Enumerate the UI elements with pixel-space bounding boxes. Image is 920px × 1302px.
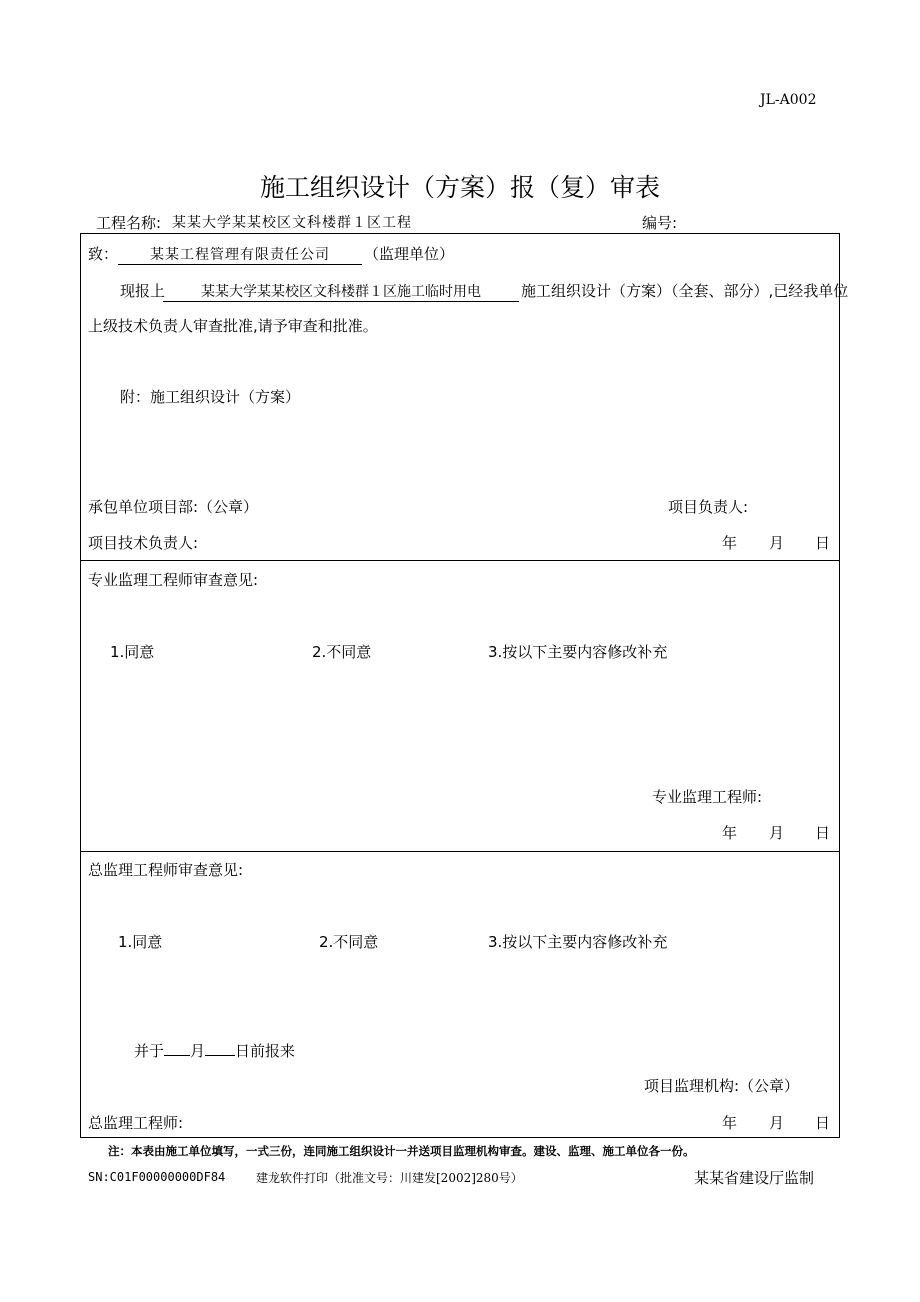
option-revise: 3.按以下主要内容修改补充 (488, 933, 668, 951)
option-disagree: 2.不同意 (312, 643, 372, 661)
chief-opinion-heading: 总监理工程师审查意见: (88, 861, 244, 879)
date-year: 年 (722, 534, 738, 552)
specialist-engineer-label: 专业监理工程师: (652, 788, 763, 806)
project-manager-label: 项目负责人: (668, 498, 749, 516)
option-agree: 1.同意 (118, 933, 163, 951)
to-label: 致： (88, 245, 119, 263)
supervisor-company: 某某工程管理有限责任公司 (118, 244, 362, 265)
month-blank (164, 1041, 190, 1056)
date-month: 月 (769, 1114, 785, 1132)
form-code: JL-A002 (760, 92, 817, 108)
date-year: 年 (722, 1114, 738, 1132)
date-day: 日 (815, 534, 831, 552)
number-label: 编号: (642, 214, 678, 232)
chief-engineer-label: 总监理工程师: (88, 1114, 184, 1132)
report-suffix: 施工组织设计（方案）（全套、部分）,已经我单位 (521, 282, 849, 300)
report-prefix: 现报上 (120, 282, 166, 300)
to-suffix: （监理单位） (364, 245, 455, 263)
footer-note: 注：本表由施工单位填写，一式三份，连同施工组织设计一并送项目监理机构审查。建设、监理、施工单位各一份。 (108, 1144, 695, 1158)
attachment-label: 附：施工组织设计（方案） (120, 388, 301, 406)
contractor-dept-seal: 承包单位项目部:（公章） (88, 498, 259, 516)
divider-2 (81, 851, 839, 852)
issuing-authority: 某某省建设厅监制 (694, 1169, 815, 1187)
date-month: 月 (769, 824, 785, 842)
day-blank (205, 1041, 235, 1056)
divider-1 (81, 560, 839, 561)
deadline-month: 月 (190, 1042, 206, 1060)
report-subject: 某某大学某某校区文科楼群１区施工临时用电 (163, 281, 519, 302)
form-table (80, 233, 840, 1138)
option-disagree: 2.不同意 (319, 933, 379, 951)
date-month: 月 (769, 534, 785, 552)
date-day: 日 (815, 1114, 831, 1132)
specialist-opinion-heading: 专业监理工程师审查意见: (88, 571, 259, 589)
project-name: 某某大学某某校区文科楼群１区工程 (172, 215, 412, 231)
software-print-info: 建龙软件打印（批准文号：川建发[2002]280号） (256, 1171, 523, 1185)
deadline-day: 日前报来 (235, 1042, 296, 1060)
date-year: 年 (722, 824, 738, 842)
deadline-prefix: 并于 (134, 1042, 165, 1060)
report-line2: 上级技术负责人审查批准,请予审查和批准。 (88, 317, 378, 335)
date-day: 日 (815, 824, 831, 842)
deadline-line (134, 1040, 295, 1061)
org-seal-label: 项目监理机构:（公章） (644, 1077, 800, 1095)
project-name-label: 工程名称: (96, 214, 162, 232)
tech-lead-label: 项目技术负责人: (88, 534, 199, 552)
option-agree: 1.同意 (110, 643, 155, 661)
option-revise: 3.按以下主要内容修改补充 (488, 643, 668, 661)
page-title: 施工组织设计（方案）报（复）审表 (259, 173, 660, 202)
serial-number: SN:C01F00000000DF84 (88, 1170, 226, 1184)
